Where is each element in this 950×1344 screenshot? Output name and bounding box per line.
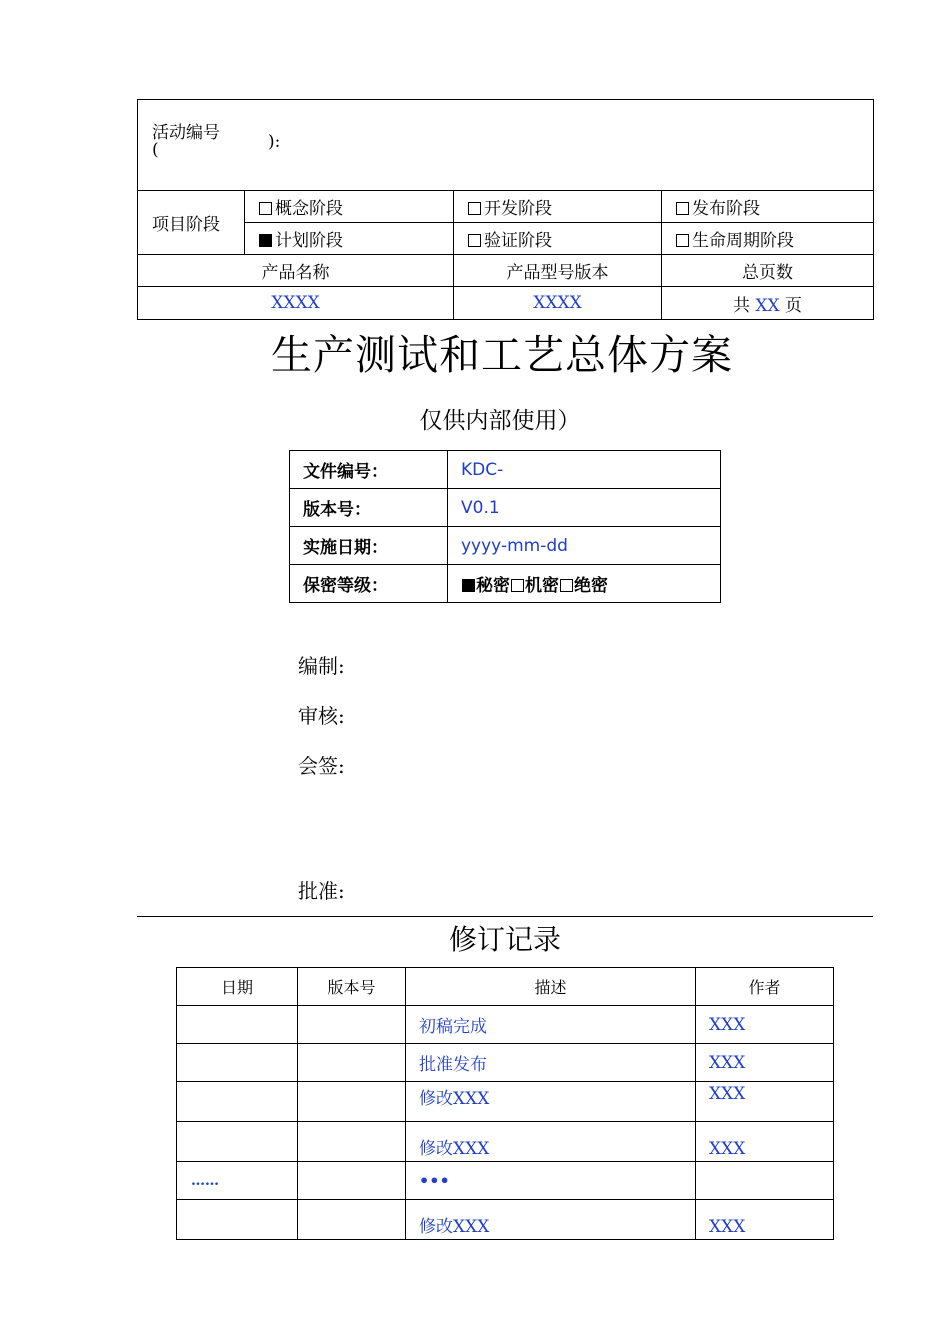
revision-date-cell[interactable] bbox=[177, 1200, 298, 1240]
doc-number-label: 文件编号： bbox=[290, 451, 448, 489]
revision-date-cell[interactable]: …… bbox=[177, 1162, 298, 1200]
revision-table bbox=[176, 967, 834, 1240]
activity-number-label: 活动编号 bbox=[152, 123, 220, 143]
secrecy-option-secret: 秘密 bbox=[476, 576, 510, 596]
revision-version-cell[interactable] bbox=[298, 1044, 406, 1082]
revision-desc-cell[interactable]: 修改XXX bbox=[406, 1122, 696, 1162]
revision-version-cell[interactable] bbox=[298, 1082, 406, 1122]
secrecy-option-confidential: 机密 bbox=[525, 576, 559, 596]
checkbox-icon[interactable] bbox=[676, 234, 689, 247]
stage-option-concept[interactable]: 概念阶段 bbox=[245, 191, 454, 223]
checkbox-icon[interactable] bbox=[511, 579, 524, 592]
revision-date-cell[interactable] bbox=[177, 1122, 298, 1162]
total-pages-value: 共 XX 页 bbox=[662, 287, 874, 320]
version-label: 版本号： bbox=[290, 489, 448, 527]
column-header-description: 描述 bbox=[406, 968, 696, 1006]
revision-desc-cell[interactable]: 批准发布 bbox=[406, 1044, 696, 1082]
revision-desc-cell[interactable]: 初稿完成 bbox=[406, 1006, 696, 1044]
table-row bbox=[177, 1200, 834, 1240]
revision-author-cell[interactable]: XXX bbox=[696, 1006, 834, 1044]
signature-countersigned: 会签: bbox=[298, 754, 345, 778]
table-row bbox=[177, 1082, 834, 1122]
revision-version-cell[interactable] bbox=[298, 1122, 406, 1162]
checkbox-checked-icon[interactable] bbox=[259, 234, 272, 247]
product-name-value[interactable]: XXXX bbox=[138, 287, 454, 320]
activity-number-paren-close: ): bbox=[268, 132, 281, 152]
table-row bbox=[177, 1044, 834, 1082]
secrecy-level-options bbox=[448, 565, 721, 603]
stage-option-release[interactable]: 发布阶段 bbox=[662, 191, 874, 223]
revision-date-cell[interactable] bbox=[177, 1082, 298, 1122]
revision-desc-cell[interactable]: ••• bbox=[406, 1162, 696, 1200]
total-pages-number[interactable]: XX bbox=[755, 295, 780, 316]
checkbox-icon[interactable] bbox=[468, 234, 481, 247]
product-model-header: 产品型号版本 bbox=[454, 255, 662, 287]
revision-author-cell[interactable] bbox=[696, 1162, 834, 1200]
product-model-value[interactable]: XXXX bbox=[454, 287, 662, 320]
revision-author-cell[interactable]: XXX bbox=[696, 1200, 834, 1240]
total-pages-header: 总页数 bbox=[662, 255, 874, 287]
revision-author-cell[interactable]: XXX bbox=[696, 1044, 834, 1082]
table-row bbox=[177, 1006, 834, 1044]
revision-desc-cell[interactable]: 修改XXX bbox=[406, 1082, 696, 1122]
secrecy-option-top-secret: 绝密 bbox=[574, 576, 608, 596]
table-row bbox=[177, 1162, 834, 1200]
signature-approved: 批准: bbox=[298, 879, 345, 903]
checkbox-checked-icon[interactable] bbox=[462, 579, 475, 592]
stage-option-development[interactable]: 开发阶段 bbox=[454, 191, 662, 223]
stage-option-planning[interactable]: 计划阶段 bbox=[245, 223, 454, 255]
revision-record-title: 修订记录 bbox=[448, 923, 561, 956]
section-divider bbox=[137, 916, 873, 917]
revision-version-cell[interactable] bbox=[298, 1200, 406, 1240]
document-title: 生产测试和工艺总体方案 bbox=[271, 331, 733, 379]
revision-desc-cell[interactable]: 修改XXX bbox=[406, 1200, 696, 1240]
stage-option-verification[interactable]: 验证阶段 bbox=[454, 223, 662, 255]
signature-compiled: 编制: bbox=[298, 654, 345, 678]
table-row bbox=[177, 1122, 834, 1162]
revision-author-cell[interactable]: XXX bbox=[696, 1082, 834, 1122]
activity-number-cell bbox=[138, 100, 874, 191]
column-header-version: 版本号 bbox=[298, 968, 406, 1006]
checkbox-icon[interactable] bbox=[560, 579, 573, 592]
checkbox-icon[interactable] bbox=[468, 202, 481, 215]
activity-number-paren-open: ( bbox=[152, 140, 159, 160]
header-table bbox=[137, 99, 874, 320]
document-subtitle: 仅供内部使用） bbox=[419, 408, 581, 434]
project-stage-label: 项目阶段 bbox=[138, 191, 245, 255]
revision-date-cell[interactable] bbox=[177, 1044, 298, 1082]
column-header-date: 日期 bbox=[177, 968, 298, 1006]
revision-author-cell[interactable]: XXX bbox=[696, 1122, 834, 1162]
revision-version-cell[interactable] bbox=[298, 1162, 406, 1200]
product-name-header: 产品名称 bbox=[138, 255, 454, 287]
checkbox-icon[interactable] bbox=[259, 202, 272, 215]
revision-date-cell[interactable] bbox=[177, 1006, 298, 1044]
signature-reviewed: 审核: bbox=[298, 704, 345, 728]
version-value[interactable]: V0.1 bbox=[448, 489, 721, 527]
effective-date-value[interactable]: yyyy-mm-dd bbox=[448, 527, 721, 565]
checkbox-icon[interactable] bbox=[676, 202, 689, 215]
document-info-table bbox=[289, 450, 721, 603]
doc-number-value[interactable]: KDC- bbox=[448, 451, 721, 489]
stage-option-lifecycle[interactable]: 生命周期阶段 bbox=[662, 223, 874, 255]
revision-version-cell[interactable] bbox=[298, 1006, 406, 1044]
secrecy-level-label: 保密等级： bbox=[290, 565, 448, 603]
effective-date-label: 实施日期： bbox=[290, 527, 448, 565]
column-header-author: 作者 bbox=[696, 968, 834, 1006]
